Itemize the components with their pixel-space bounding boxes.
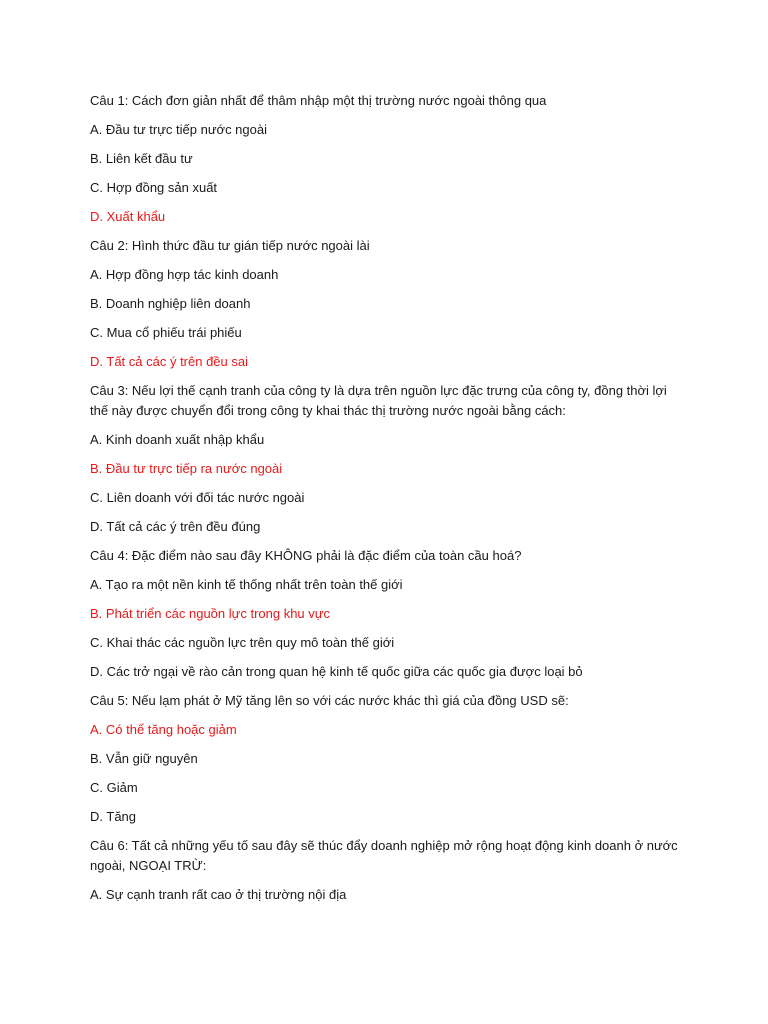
question-4-option-c: C. Khai thác các nguồn lực trên quy mô toàn thế giới	[90, 635, 395, 650]
question-4: Câu 4: Đặc điểm nào sau đây KHÔNG phải là đặc điểm của toàn cầu hoá?	[90, 548, 522, 563]
question-4-option-a: A. Tạo ra một nền kinh tế thống nhất trên toàn thế giới	[90, 577, 403, 592]
question-5-option-c: C. Giảm	[90, 780, 138, 795]
question-2-option-c: C. Mua cổ phiếu trái phiếu	[90, 325, 242, 340]
question-6: Câu 6: Tất cả những yếu tố sau đây sẽ thúc đẩy doanh nghiệp mở rộng hoạt động kinh doanh ở nước ngoài, NGOẠI TRỪ:	[90, 838, 678, 873]
question-3: Câu 3: Nếu lợi thế cạnh tranh của công ty là dựa trên nguồn lực đặc trưng của công ty, đồng thời lợi thế này được chuyển đổi trong công ty khai thác thị trường nước ngoài bằng cách:	[90, 383, 667, 418]
question-5-option-a-correct: A. Có thể tăng hoặc giảm	[90, 722, 237, 737]
question-1-option-b: B. Liên kết đầu tư	[90, 151, 193, 166]
question-5-option-b: B. Vẫn giữ nguyên	[90, 751, 198, 766]
question-5-option-d: D. Tăng	[90, 809, 137, 824]
document-body	[90, 91, 680, 914]
question-5: Câu 5: Nếu lạm phát ở Mỹ tăng lên so với các nước khác thì giá của đồng USD sẽ:	[90, 693, 569, 708]
question-1-option-c: C. Hợp đồng sản xuất	[90, 180, 218, 195]
question-3-option-c: C. Liên doanh với đối tác nước ngoài	[90, 490, 305, 505]
question-3-option-d: D. Tất cả các ý trên đều đúng	[90, 519, 261, 534]
question-3-option-b-correct: B. Đầu tư trực tiếp ra nước ngoài	[90, 461, 283, 476]
question-2-option-d-correct: D. Tất cả các ý trên đều sai	[90, 354, 248, 369]
question-3-option-a: A. Kinh doanh xuất nhập khẩu	[90, 432, 265, 447]
question-1-option-d-correct: D. Xuất khẩu	[90, 209, 166, 224]
question-1-option-a: A. Đầu tư trực tiếp nước ngoài	[90, 122, 267, 137]
question-2-option-b: B. Doanh nghiệp liên doanh	[90, 296, 251, 311]
question-1: Câu 1: Cách đơn giản nhất để thâm nhập một thị trường nước ngoài thông qua	[90, 93, 547, 108]
question-2: Câu 2: Hình thức đầu tư gián tiếp nước ngoài lài	[90, 238, 370, 253]
question-2-option-a: A. Hợp đồng hợp tác kinh doanh	[90, 267, 279, 282]
question-4-option-b-correct: B. Phát triển các nguồn lực trong khu vực	[90, 606, 330, 621]
question-6-option-a: A. Sự cạnh tranh rất cao ở thị trường nội địa	[90, 887, 347, 902]
question-4-option-d: D. Các trở ngại về rào cản trong quan hệ kinh tế quốc giữa các quốc gia được loại bỏ	[90, 664, 583, 679]
